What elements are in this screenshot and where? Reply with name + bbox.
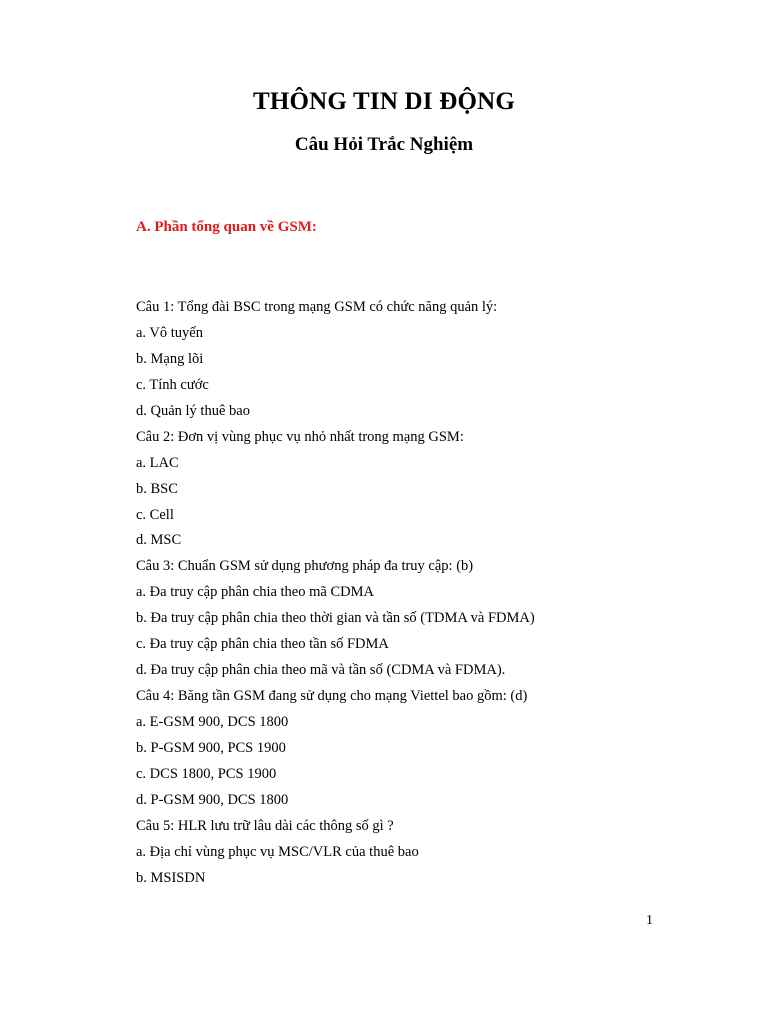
answer-option: c. Cell: [136, 506, 174, 523]
page-number: 1: [646, 913, 653, 928]
answer-option: a. Đa truy cập phân chia theo mã CDMA: [136, 584, 374, 601]
answer-option: b. Đa truy cập phân chia theo thời gian và tần số (TDMA và FDMA): [136, 610, 535, 627]
question-list: [136, 295, 696, 892]
answer-option: c. DCS 1800, PCS 1900: [136, 765, 277, 782]
answer-option: c. Tính cước: [136, 376, 209, 393]
answer-option: b. MSISDN: [136, 869, 206, 886]
document-subtitle: Câu Hỏi Trắc Nghiệm: [294, 134, 474, 155]
answer-option: a. Vô tuyến: [136, 324, 203, 341]
answer-option: a. Địa chỉ vùng phục vụ MSC/VLR của thuê bao: [136, 843, 419, 860]
answer-option: d. MSC: [136, 532, 182, 549]
answer-option: b. P-GSM 900, PCS 1900: [136, 739, 286, 756]
answer-option: a. E-GSM 900, DCS 1800: [136, 714, 289, 730]
answer-option: d. P-GSM 900, DCS 1800: [136, 791, 289, 808]
question-text: Câu 5: HLR lưu trữ lâu dài các thông số gì ?: [136, 817, 394, 834]
answer-option: d. Đa truy cập phân chia theo mã và tần số (CDMA và FDMA).: [136, 662, 506, 679]
question-text: Câu 3: Chuẩn GSM sử dụng phương pháp đa truy cập: (b): [136, 558, 474, 575]
answer-option: d. Quản lý thuê bao: [136, 402, 250, 419]
question-text: Câu 4: Băng tần GSM đang sử dụng cho mạng Viettel bao gồm: (d): [136, 688, 528, 705]
question-text: Câu 2: Đơn vị vùng phục vụ nhỏ nhất trong mạng GSM:: [136, 428, 464, 445]
document-title: THÔNG TIN DI ĐỘNG: [252, 88, 515, 115]
answer-option: a. LAC: [136, 454, 179, 471]
answer-option: b. Mạng lõi: [136, 350, 204, 367]
section-heading: A. Phần tổng quan về GSM:: [136, 219, 317, 235]
answer-option: c. Đa truy cập phân chia theo tần số FDMA: [136, 636, 389, 653]
answer-option: b. BSC: [136, 480, 178, 497]
question-text: Câu 1: Tổng đài BSC trong mạng GSM có chức năng quản lý:: [136, 299, 498, 315]
